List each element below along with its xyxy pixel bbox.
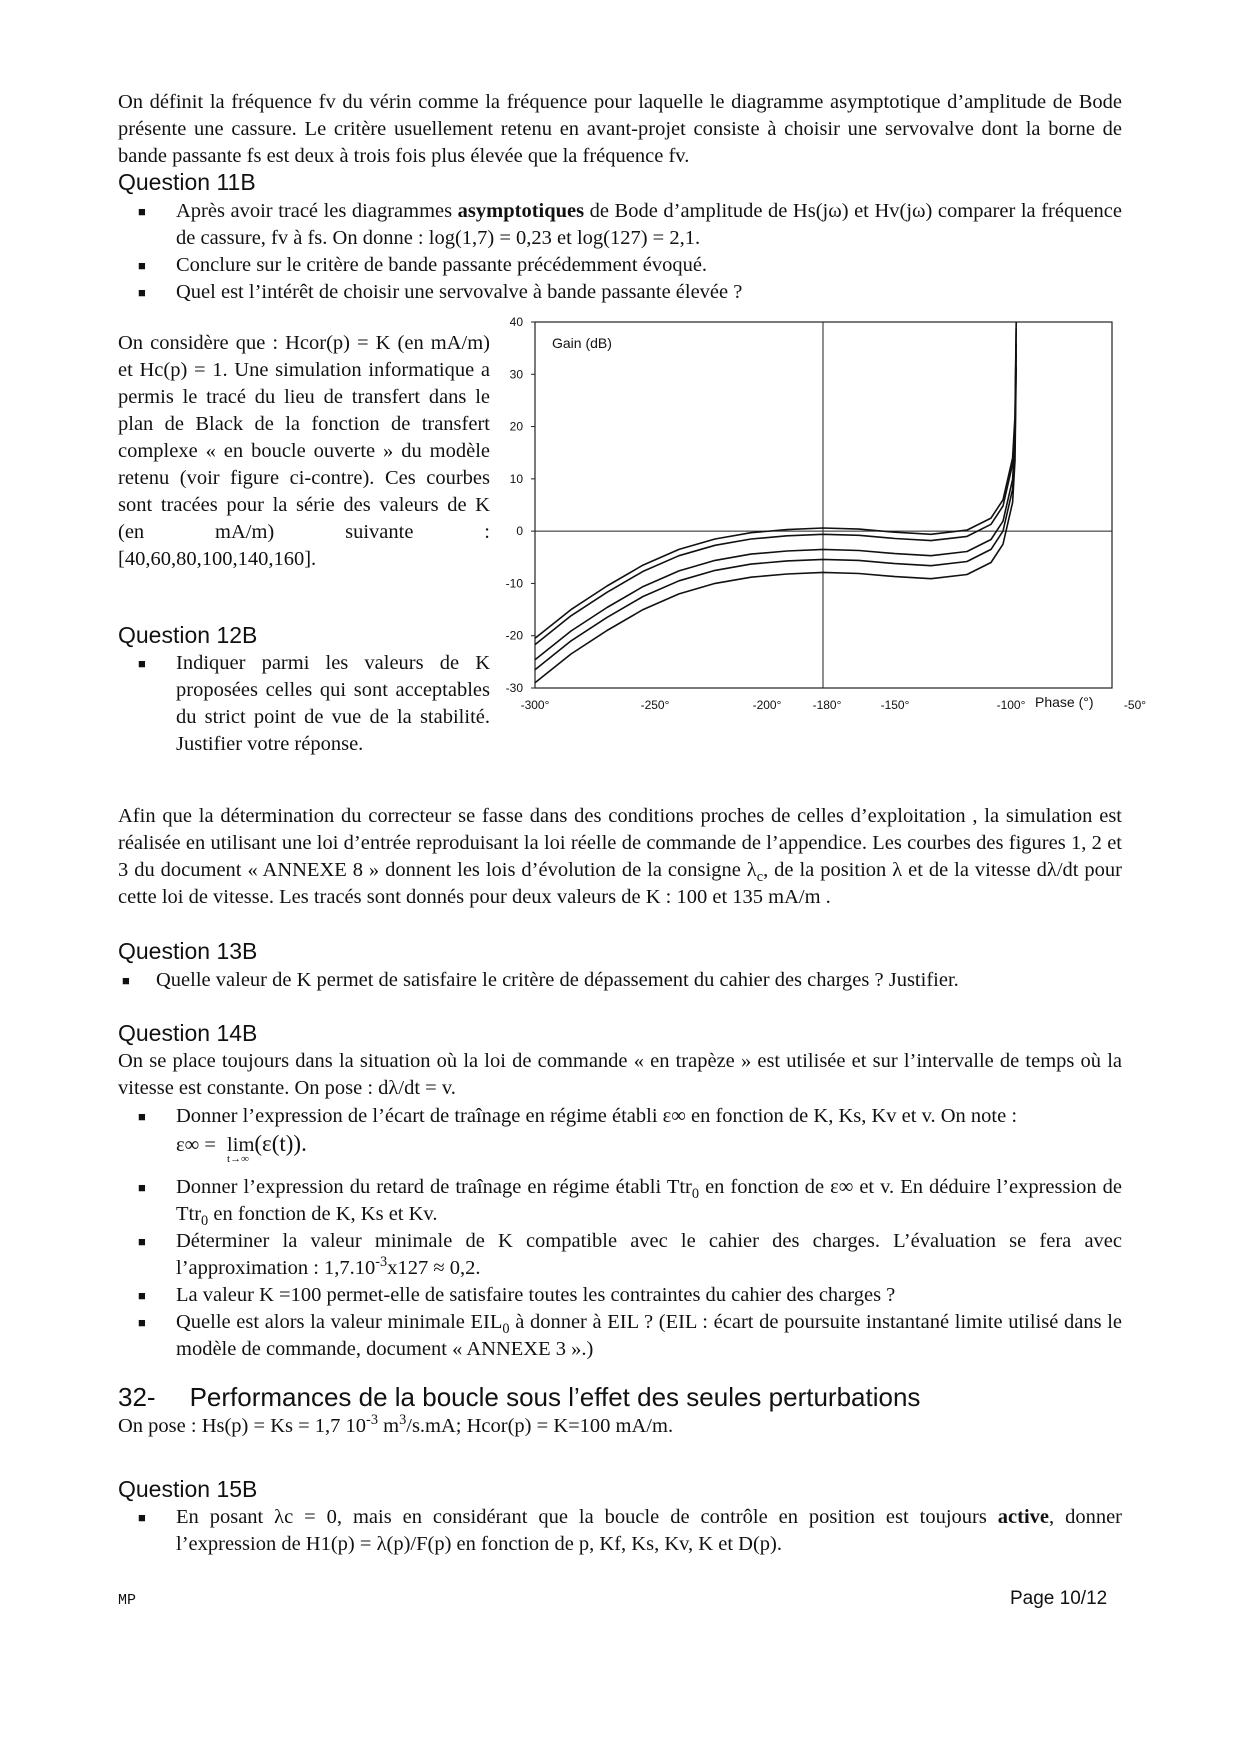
question-15b-list: [118, 1504, 1122, 1558]
y-tick-label: 30: [509, 367, 523, 382]
series-line-k-80: [535, 353, 1016, 669]
black-plane-chart: [500, 310, 1147, 730]
series-line-k-140: [535, 328, 1016, 644]
list-item: ■ Indiquer parmi les valeurs de K proposées celles qui sont acceptables du strict point de vue de la stabilité. Justifier votre réponse.: [138, 652, 490, 755]
list-item: ■ Conclure sur le critère de bande passante précédemment évoqué.: [118, 252, 1122, 279]
bullet-icon: ■: [138, 1180, 146, 1195]
list-item: ■ Quel est l’intérêt de choisir une servovalve à bande passante élevée ?: [118, 279, 1122, 306]
question-14b-intro: On se place toujours dans la situation où la loi de commande « en trapèze » est utilisée et sur l’intervalle de temps où la vitesse est constante. On pose : dλ/dt = v.: [118, 1050, 1122, 1099]
footer-left: MP: [118, 1592, 137, 1609]
bullet-icon: ■: [138, 1510, 146, 1525]
y-tick-label: 40: [509, 315, 523, 329]
list-item: ■ Après avoir tracé les diagrammes asymptotiques de Bode d’amplitude de Hs(jω) et Hv(jω) comparer la fréquence de cassure, fv à fs. On donne : log(1,7) = 0,23 et log(127) = 2,1.: [138, 200, 1122, 249]
series-line-k-160: [535, 322, 1016, 638]
list-item: ■ Donner l’expression de l’écart de traînage en régime établi ε∞ en fonction de K, Ks, Kv et v. On note : ε∞ = lim t→∞ (ε(t)).: [118, 1103, 1122, 1170]
y-tick-label: 20: [509, 419, 523, 434]
list-item: ■ Donner l’expression du retard de traînage en régime établi Ttr$_0$ en fonction de ε∞ et v. En déduire l’expression de Ttr$_0$ en fonction de K, Ks et Kv.: [138, 1176, 1123, 1230]
x-tick-label: -150°: [880, 698, 910, 712]
question-15b-heading: Question 15B: [118, 1476, 258, 1502]
y-axis-title: Gain (dB): [552, 335, 612, 351]
y-tick-label: -30: [505, 681, 523, 695]
list-item: ■ Quelle valeur de K permet de satisfaire le critère de dépassement du cahier des charges ? Justifier.: [118, 967, 1122, 994]
x-tick-label: -300°: [520, 698, 550, 712]
y-tick-label: 10: [509, 471, 523, 486]
y-tick-label: -20: [505, 628, 523, 643]
bullet-icon: ■: [138, 656, 146, 671]
question-14b-list: [118, 1103, 1122, 1363]
section-32-given: On pose : Hs(p) = Ks = 1,7 $10^{-3}$ $m^3/s.mA$; Hcor(p) = K=100 mA/m.: [118, 1412, 674, 1437]
series-line-k-100: [535, 343, 1016, 659]
question-12b-heading: Question 12B: [118, 622, 258, 648]
y-tick-label: -10: [505, 576, 523, 591]
x-tick-label: -50°: [1123, 698, 1147, 712]
x-tick-label: -180°: [812, 698, 842, 712]
x-tick-label: -250°: [640, 698, 670, 712]
bullet-icon: ■: [138, 285, 146, 300]
annexe-paragraph: Afin que la détermination du correcteur se fasse dans des conditions proches de celles d’exploitation , la simulation est réalisée en utilisant une loi d’entrée reproduisant la loi réelle de commande de l’appendice. Les courbes des figures 1, 2 et 3 du document « ANNEXE 8 » donnent les lois d’évolution de la consigne $\lambda_c$, de la position λ et de la vitesse dλ/dt pour cette loi de vitesse. Les tracés sont donnés pour deux valeurs de K : 100 et 135 mA/m .: [118, 805, 1123, 908]
bullet-icon: ■: [138, 1288, 146, 1303]
section-32-heading: 32- Performances de la boucle sous l’effet des seules perturbations: [118, 1382, 921, 1412]
question-14b-heading: Question 14B: [118, 1020, 258, 1046]
bullet-icon: ■: [138, 1109, 146, 1124]
list-item: ■ La valeur K =100 permet-elle de satisfaire toutes les contraintes du cahier des charges ?: [118, 1282, 1122, 1309]
bullet-icon: ■: [138, 258, 146, 273]
bullet-icon: ■: [138, 204, 146, 219]
bullet-icon: ■: [138, 1234, 146, 1249]
page-number: Page 10/12: [1010, 1588, 1108, 1609]
list-item: ■ En posant λc = 0, mais en considérant que la boucle de contrôle en position est toujours active, donner l’expression de H1(p) = λ(p)/F(p) en fonction de p, Kf, Ks, Kv, K et D(p).: [138, 1506, 1122, 1555]
question-13b-list: [118, 967, 1122, 994]
list-item: ■ Déterminer la valeur minimale de K compatible avec le cahier des charges. L’évaluation se fera avec l’approximation : $1,7.10^{-3}x127 \approx 0,2$.: [138, 1230, 1122, 1279]
bullet-icon: ■: [138, 1315, 146, 1330]
x-axis-title: Phase (°): [1035, 694, 1094, 710]
y-tick-label: 0: [516, 524, 523, 539]
intro-paragraph: On définit la fréquence fv du vérin comme la fréquence pour laquelle le diagramme asymptotique d’amplitude de Bode présente une cassure. Le critère usuellement retenu en avant-projet consiste à choisir une servovalve dont la borne de bande passante fs est deux à trois fois plus élevée que la fréquence fv.: [118, 91, 1122, 167]
question-12b-list: [118, 650, 490, 758]
question-13b-heading: Question 13B: [118, 938, 258, 964]
question-11b-heading: Question 11B: [118, 169, 256, 195]
list-item: ■ Quelle est alors la valeur minimale $EIL_0$ à donner à EIL ? (EIL : écart de poursuite instantané limite utilisé dans le modèle de commande, document « ANNEXE 3 ».): [138, 1311, 1122, 1360]
bullet-icon: ■: [122, 973, 130, 988]
limit-formula: ε∞ = lim t→∞ (ε(t)).: [176, 1131, 307, 1165]
x-tick-label: -200°: [752, 698, 782, 712]
series-line-k-60: [535, 366, 1016, 682]
black-plane-paragraph: On considère que : Hcor(p) = K (en mA/m) et Hc(p) = 1. Une simulation informatique a permis le tracé du lieu de transfert dans le plan de Black de la fonction de transfert complexe « en boucle ouverte » du modèle retenu (voir figure ci-contre). Ces courbes sont tracées pour la série des valeurs de K (en mA/m) suivante : [40,60,80,100,140,160].: [118, 332, 490, 570]
x-tick-label: -100°: [996, 698, 1026, 712]
question-11b-list: [118, 198, 1122, 306]
